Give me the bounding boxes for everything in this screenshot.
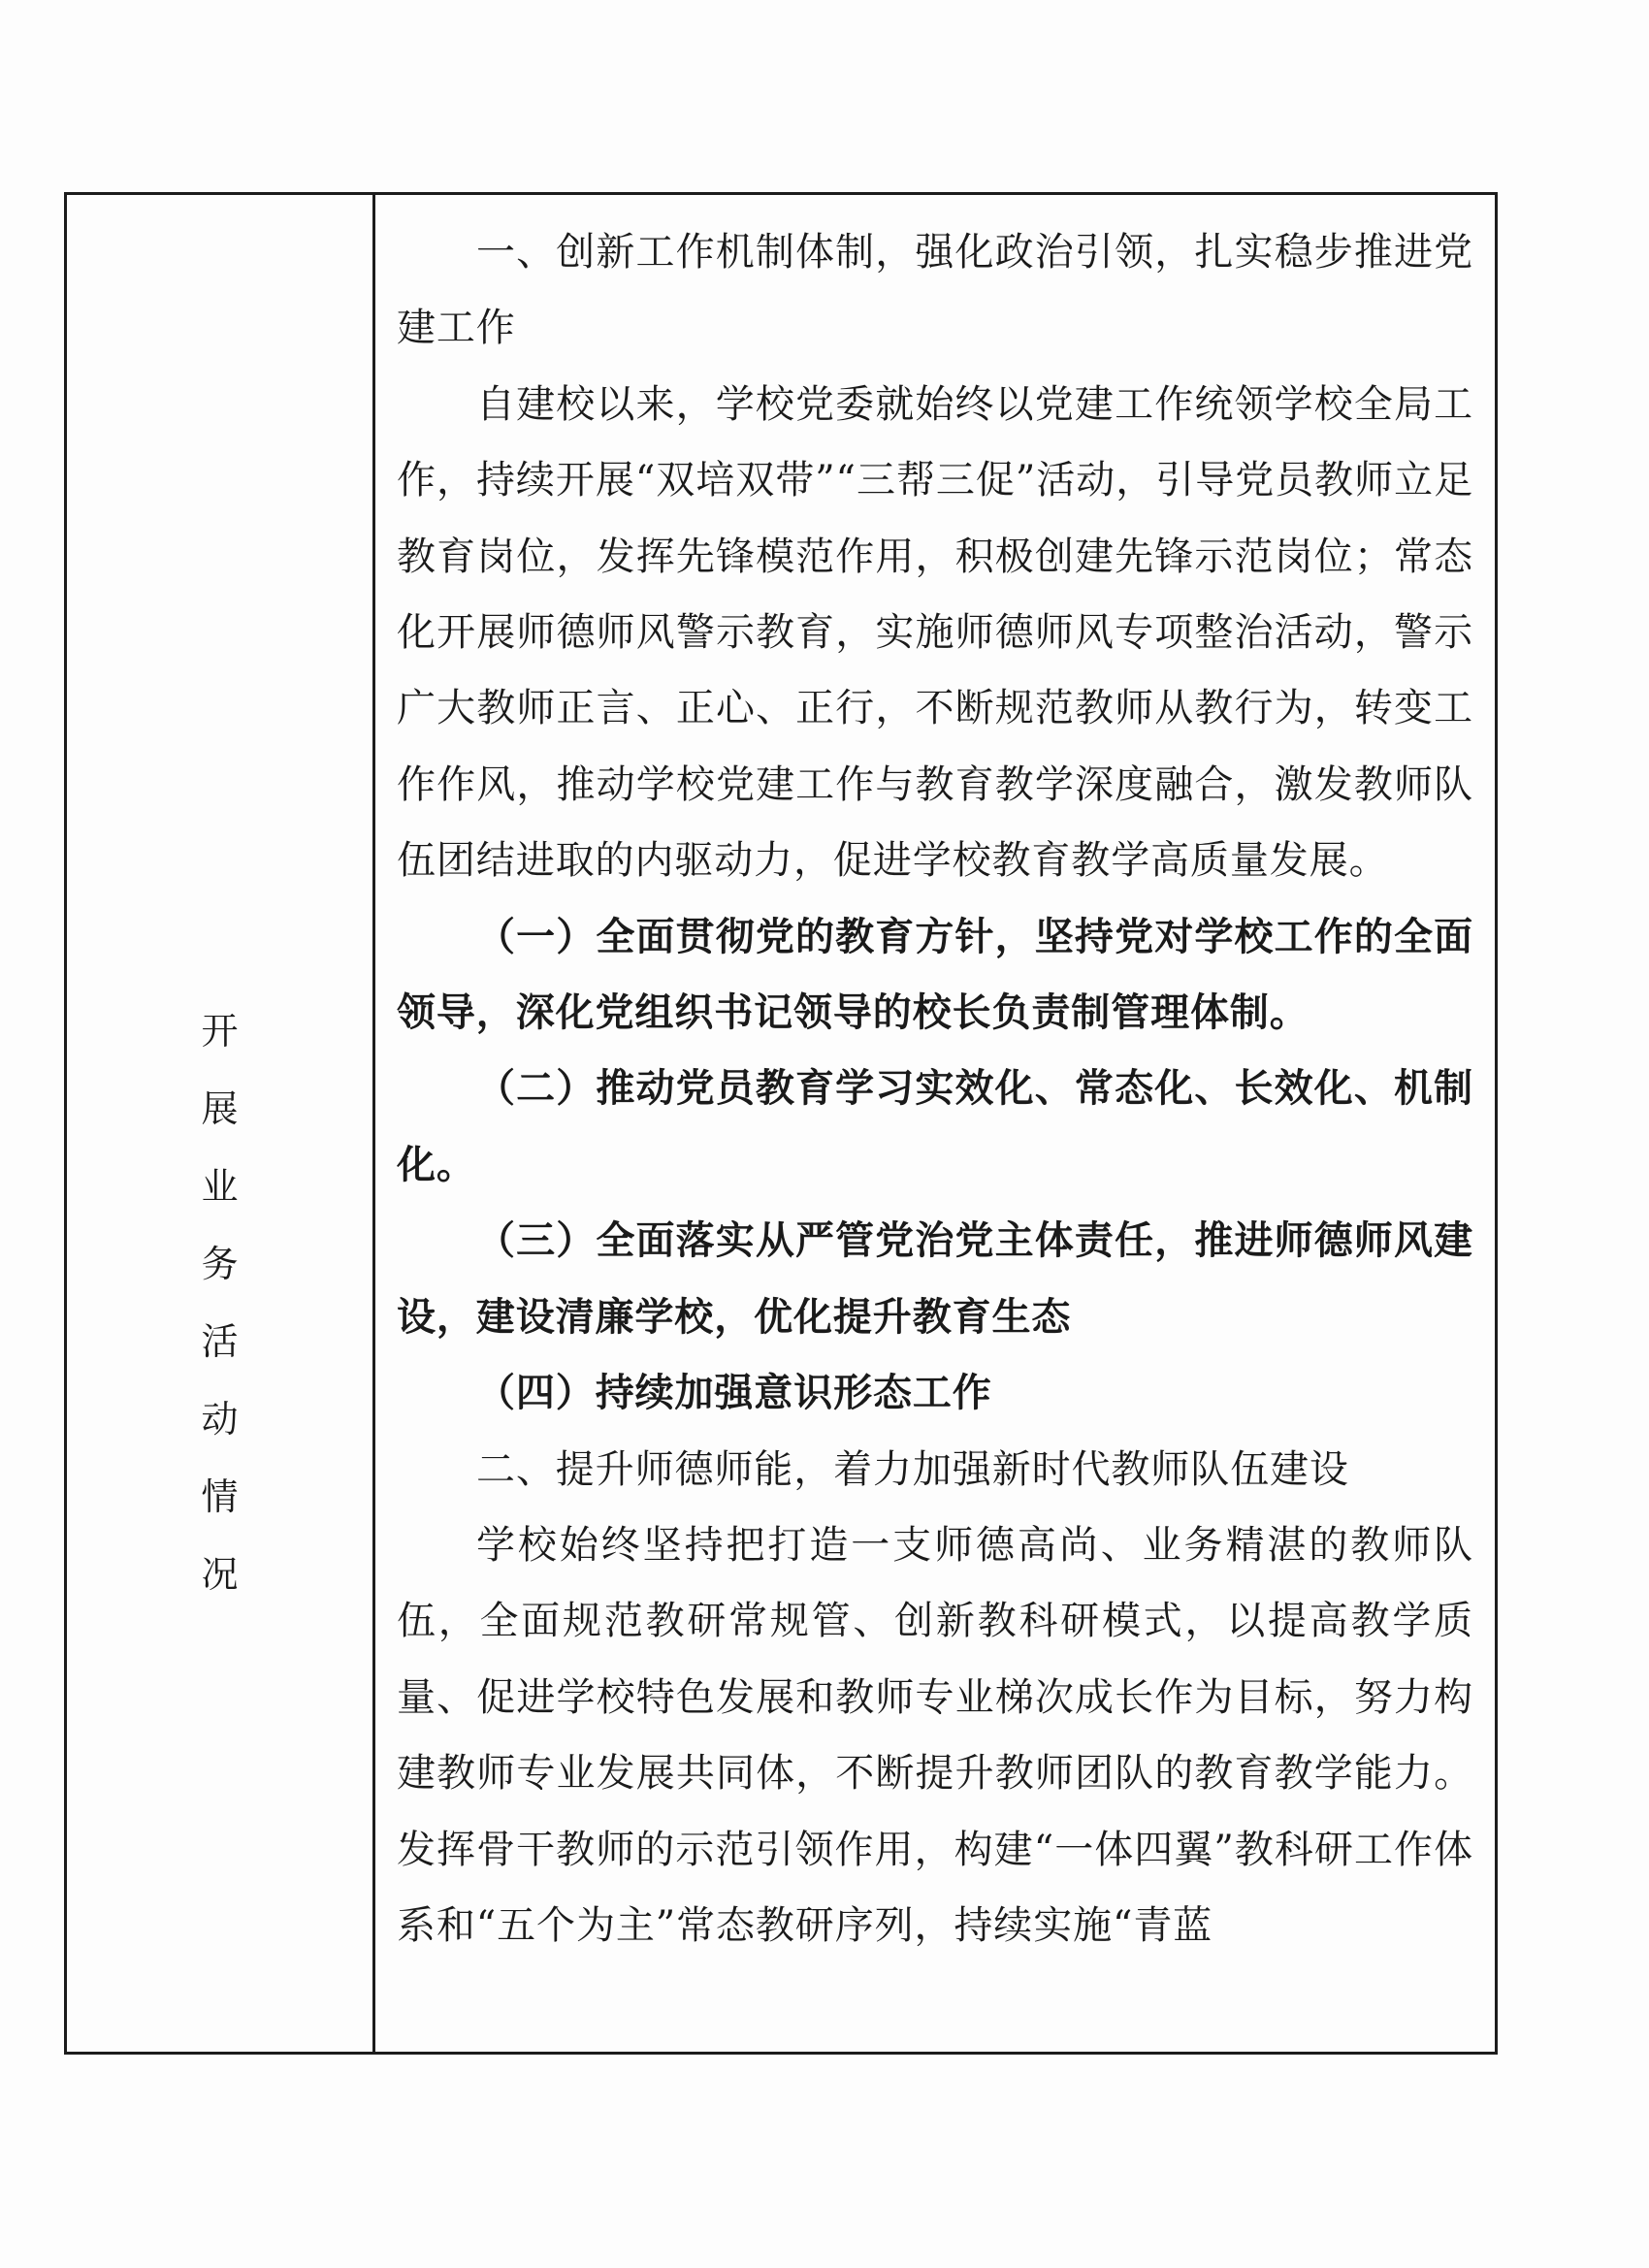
label-char: 活: [201, 1320, 239, 1363]
body-paragraph-2: 学校始终坚持把打造一支师德高尚、业务精湛的教师队伍，全面规范教研常规管、创新教科研模式，以提高教学质量、促进学校特色发展和教师专业梯次成长作为目标，努力构建教师专业发展共同体，不断提升教师团队的教育教学能力。发挥骨干教师的示范引领作用，构建“一体四翼”教科研工作体系和“五个为主”常态教研序列，持续实施“青蓝: [397, 1522, 1473, 1948]
subsection-4: （四）持续加强意识形态工作: [476, 1370, 992, 1416]
subsection-2: （二）推动党员教育学习实效化、常态化、长效化、机制化。: [397, 1065, 1473, 1187]
section-heading-2: 二、提升师德师能，着力加强新时代教师队伍建设: [476, 1446, 1349, 1492]
label-char: 开: [201, 1010, 239, 1053]
row-label-vertical: [67, 992, 372, 1613]
content-cell: [375, 195, 1495, 2052]
row-label-cell: [67, 195, 375, 2052]
label-char: 情: [201, 1475, 239, 1518]
subsection-1: （一）全面贯彻党的教育方针，坚持党对学校工作的全面领导，深化党组织书记领导的校长负责制管理体制。: [397, 913, 1473, 1036]
label-char: 展: [201, 1087, 239, 1130]
label-char: 务: [201, 1243, 239, 1285]
label-char: 业: [201, 1165, 239, 1208]
report-table: [64, 192, 1498, 2055]
label-char: 况: [201, 1553, 239, 1596]
section-heading-1: 一、创新工作机制体制，强化政治引领，扎实稳步推进党建工作: [397, 230, 1473, 351]
label-char: 动: [201, 1398, 239, 1441]
body-paragraph-1: 自建校以来，学校党委就始终以党建工作统领学校全局工作，持续开展“双培双带”“三帮三促”活动，引导党员教师立足教育岗位，发挥先锋模范作用，积极创建先锋示范岗位；常态化开展师德师风警示教育，实施师德师风专项整治活动，警示广大教师正言、正心、正行，不断规范教师从教行为，转变工作作风，推动学校党建工作与教育教学深度融合，激发教师队伍团结进取的内驱动力，促进学校教育教学高质量发展。: [397, 381, 1473, 884]
subsection-3: （三）全面落实从严管党治党主体责任，推进师德师风建设，建设清廉学校，优化提升教育生态: [397, 1217, 1473, 1340]
